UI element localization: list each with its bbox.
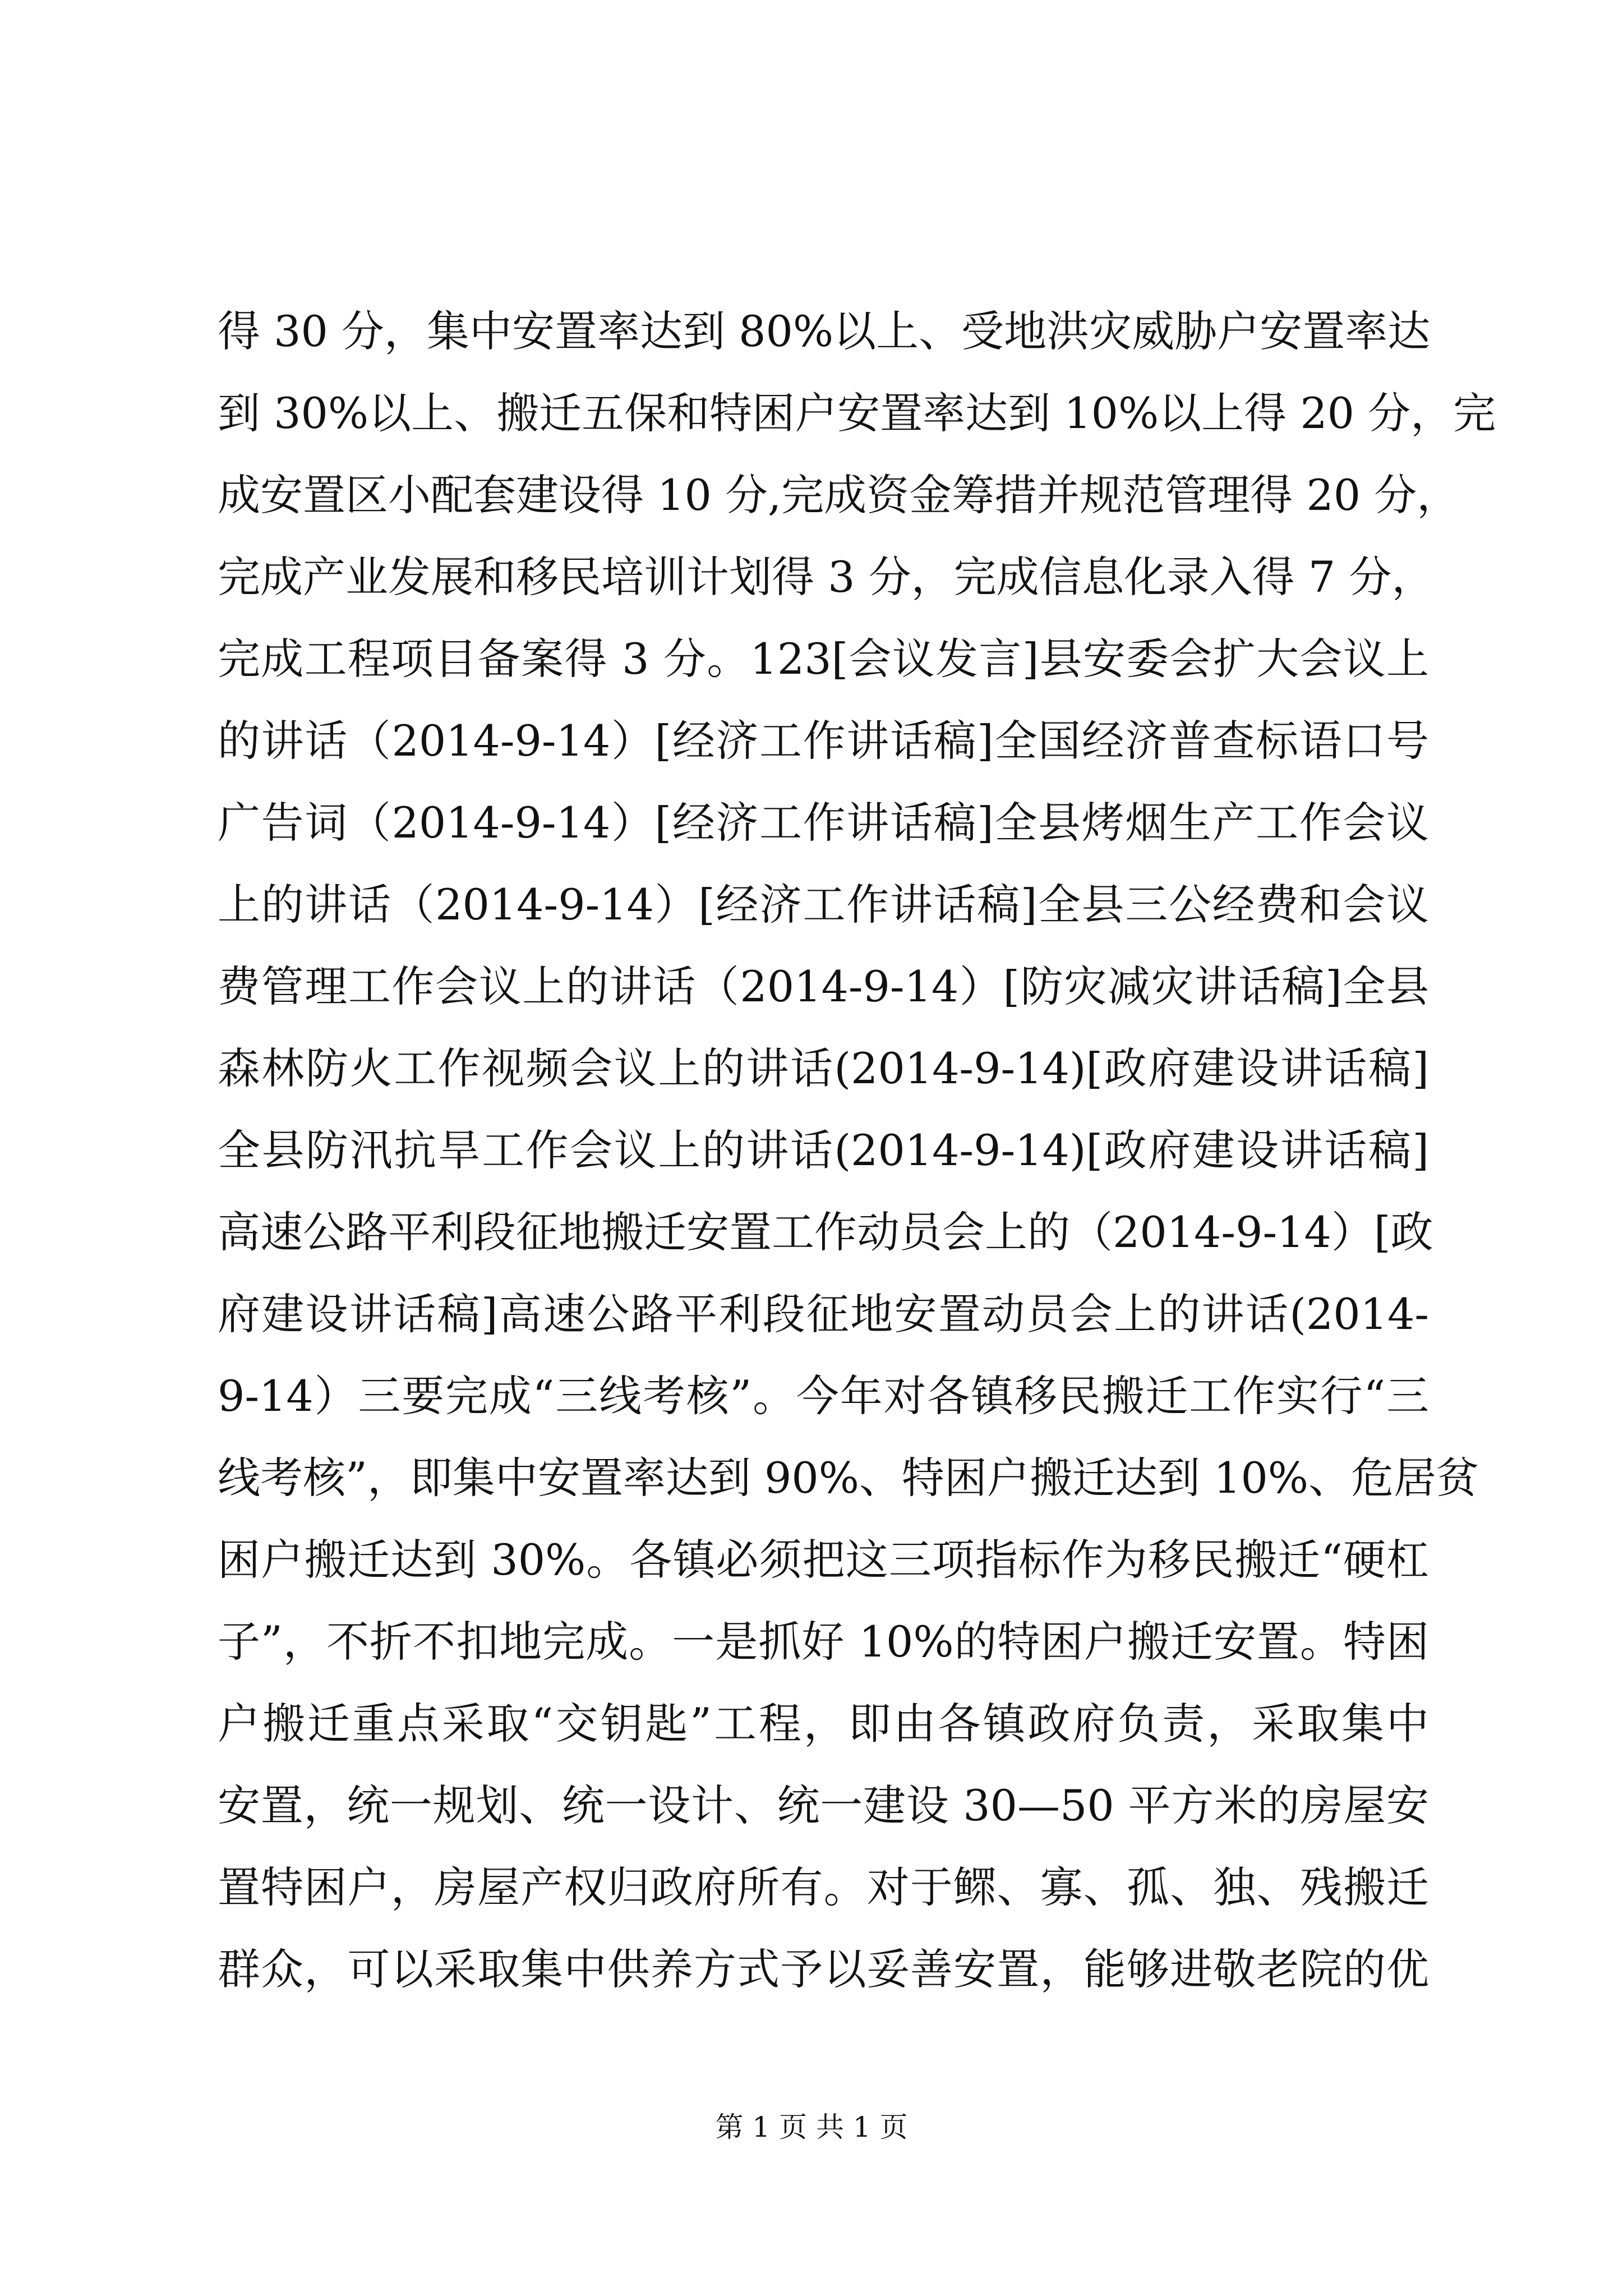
text-line: 完成工程项目备案得 3 分。123[会议发言]县安委会扩大会议上 xyxy=(218,634,1429,684)
text-line: 全县防汛抗旱工作会议上的讲话(2014-9-14)[政府建设讲话稿] xyxy=(218,1125,1429,1175)
page-footer xyxy=(0,2105,1623,2145)
text-line: 群众，可以采取集中供养方式予以妥善安置，能够进敬老院的优 xyxy=(218,1944,1429,1994)
text-line: 府建设讲话稿]高速公路平利段征地安置动员会上的讲话(2014- xyxy=(218,1289,1429,1339)
text-line: 费管理工作会议上的讲话（2014-9-14）[防灾减灾讲话稿]全县 xyxy=(218,961,1429,1011)
text-line: 子”，不折不扣地完成。一是抓好 10%的特困户搬迁安置。特困 xyxy=(218,1617,1429,1667)
text-line: 困户搬迁达到 30%。各镇必须把这三项指标作为移民搬迁“硬杠 xyxy=(218,1535,1429,1585)
page-number-label: 第 1 页 共 1 页 xyxy=(715,2111,908,2143)
text-line: 到 30%以上、搬迁五保和特困户安置率达到 10%以上得 20 分，完 xyxy=(218,388,1496,438)
text-line: 线考核”，即集中安置率达到 90%、特困户搬迁达到 10%、危居贫 xyxy=(218,1453,1479,1503)
text-line: 户搬迁重点采取“交钥匙”工程，即由各镇政府负责，采取集中 xyxy=(218,1699,1429,1749)
text-line: 得 30 分，集中安置率达到 80%以上、受地洪灾威胁户安置率达 xyxy=(218,306,1431,356)
text-line: 置特困户，房屋产权归政府所有。对于鳏、寡、孤、独、残搬迁 xyxy=(218,1862,1429,1912)
text-line: 森林防火工作视频会议上的讲话(2014-9-14)[政府建设讲话稿] xyxy=(218,1043,1429,1093)
text-line: 成安置区小配套建设得 10 分,完成资金筹措并规范管理得 20 分， xyxy=(218,470,1460,520)
document-body xyxy=(218,291,1496,2010)
text-line: 广告词（2014-9-14）[经济工作讲话稿]全县烤烟生产工作会议 xyxy=(218,798,1429,848)
text-line: 上的讲话（2014-9-14）[经济工作讲话稿]全县三公经费和会议 xyxy=(218,880,1429,930)
text-line: 9-14）三要完成“三线考核”。今年对各镇移民搬迁工作实行“三 xyxy=(218,1371,1429,1421)
text-line: 完成产业发展和移民培训计划得 3 分，完成信息化录入得 7 分， xyxy=(218,552,1435,602)
text-line: 的讲话（2014-9-14）[经济工作讲话稿]全国经济普查标语口号 xyxy=(218,716,1429,766)
text-line: 安置，统一规划、统一设计、统一建设 30—50 平方米的房屋安 xyxy=(218,1780,1429,1830)
text-line: 高速公路平利段征地搬迁安置工作动员会上的（2014-9-14）[政 xyxy=(218,1207,1433,1257)
